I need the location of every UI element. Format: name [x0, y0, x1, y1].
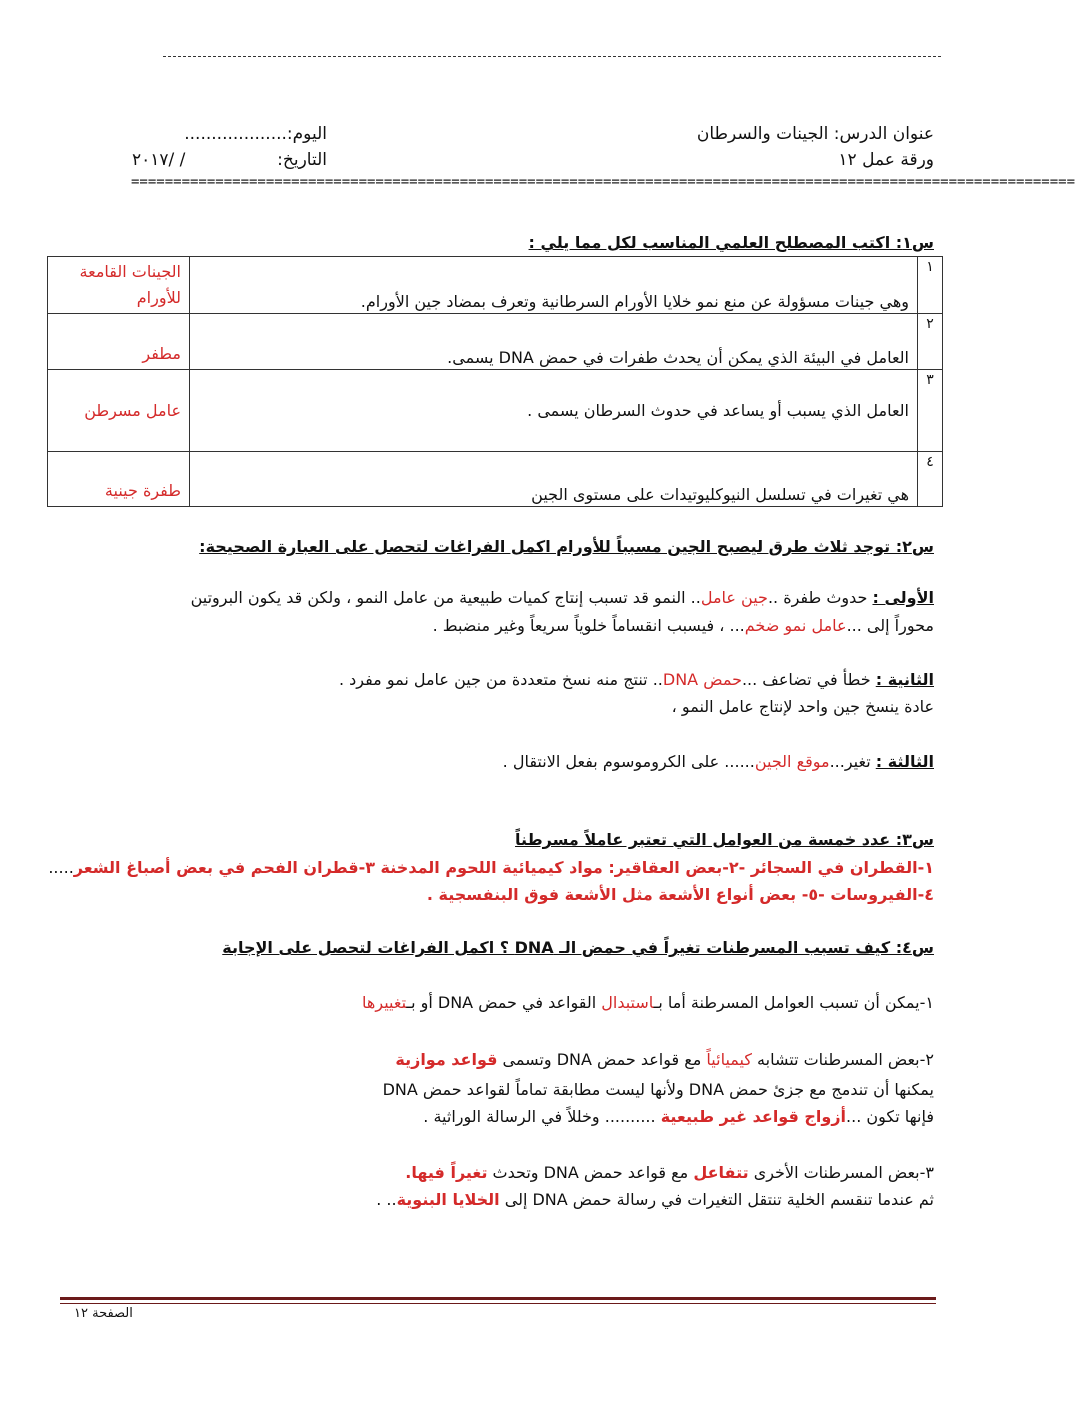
answer-text: جين عامل [700, 588, 768, 607]
answer-text: عامل نمو ضخم [744, 616, 847, 635]
row-definition: هي تغيرات في تسلسل النيوكليوتيدات على مستوى الجين [190, 452, 918, 507]
text: فإنها تكون ... [846, 1107, 934, 1126]
answer-text: ١-القطران في السجائر -٢-بعض العقاقير: مواد كيميائية اللحوم المدخنة ٣-قطران الفحم في بعض أصباغ الشعر [73, 858, 934, 877]
text: ثم عندما تنقسم الخلية تنتقل التغيرات في رسالة حمض DNA إلى [499, 1190, 934, 1209]
row-answer: طفرة جينية [48, 452, 190, 507]
day-field: اليوم:................... [184, 124, 327, 144]
q3-answer-line2 [427, 885, 934, 904]
q2-title: س٢: توجد ثلاث طرق ليصبح الجين مسبباً للأورام اكمل الفراغات لتحصل على العبارة الصحيحة: [199, 537, 934, 556]
row-definition: العامل في البيئة الذي يمكن أن يحدث طفرات في حمض DNA يسمى. [190, 314, 918, 370]
row-answer [48, 257, 190, 314]
table-row [48, 452, 943, 507]
text: .. النمو قد تسبب إنتاج كميات طبيعية من عامل النمو ، ولكن قد يكون البروتين [190, 588, 701, 607]
text: .. تنتج منه نسخ متعددة من جين عامل نمو مفرد . [338, 670, 663, 689]
answer-text: استبدال [601, 993, 654, 1012]
q4-para3-line2 [376, 1190, 934, 1209]
answer-text: تتفاعل [693, 1163, 749, 1182]
text: حدوث طفرة .. [767, 588, 873, 607]
third-label: الثالثة : [875, 752, 934, 771]
row-definition: وهي جينات مسؤولة عن منع نمو خلايا الأورام السرطانية وتعرف بمضاد جين الأورام. [190, 257, 918, 314]
q4-para1 [362, 993, 934, 1012]
row-definition: العامل الذي يسبب أو يساعد في حدوث السرطان يسمى . [190, 370, 918, 452]
answer-text: تغيراً فيها. [405, 1163, 488, 1182]
text: ١-يمكن أن تسبب العوامل المسرطنة أما بـ [653, 993, 934, 1012]
q3-answer-line1 [48, 858, 934, 877]
q4-para2-line1 [395, 1050, 934, 1069]
lesson-title: عنوان الدرس: الجينات والسرطان [696, 124, 934, 144]
answer-line: الجينات القامعة [79, 262, 181, 281]
q2-third-line [503, 752, 934, 771]
text: القواعد في حمض DNA أو بـ [406, 993, 602, 1012]
text: ٢-بعض المسرطنات تتشابه [751, 1050, 934, 1069]
q4-title: س٤: كيف تسبب المسرطنات تغيراً في حمض الـ DNA ؟ اكمل الفراغات لتحصل على الإجابة [222, 938, 934, 957]
text: ..... [48, 858, 74, 877]
text: .. . [376, 1190, 397, 1209]
text: خطأ في تضاعف ... [741, 670, 876, 689]
row-answer: عامل مسرطن [48, 370, 190, 452]
q2-first-line1 [191, 588, 934, 607]
page-number: الصفحة ١٢ [74, 1306, 133, 1321]
q3-title: س٣: عدد خمسة من العوامل التي تعتبر عاملاً مسرطناً [515, 830, 934, 849]
answer-line: للأورام [136, 288, 181, 307]
row-number: ٣ [918, 370, 943, 452]
row-answer: مطفر [48, 314, 190, 370]
table-row [48, 257, 943, 314]
header-separator: ================================================================================================================ [131, 174, 1075, 190]
answer-text: كيميائياً [706, 1050, 752, 1069]
table-row [48, 314, 943, 370]
answer-text: أزواج قواعد غير طبيعية [660, 1107, 847, 1126]
q2-first-line2 [433, 616, 934, 635]
date-value: ٢٠١٧/ / [132, 150, 186, 170]
answer-text: تغييرها [362, 993, 407, 1012]
terms-table [47, 256, 943, 507]
q4-para2-line2: يمكنها أن تندمج مع جزئ حمض DNA ولأنها ليست مطابقة تماماً لقواعد حمض DNA [382, 1080, 934, 1099]
footer-rule [60, 1297, 936, 1300]
text: ٣-بعض المسرطنات الأخرى [748, 1163, 934, 1182]
answer-text: الخلايا البنوية [396, 1190, 500, 1209]
text: مع قواعد حمض DNA وتسمى [497, 1050, 707, 1069]
first-label: الأولى : [872, 588, 934, 607]
q2-second-line1 [339, 670, 934, 689]
text: محوراً إلى ... [846, 616, 934, 635]
top-dashed-rule [163, 56, 941, 57]
table-row [48, 370, 943, 452]
answer-text: موقع الجين [754, 752, 830, 771]
answer-text: قواعد موازية [395, 1050, 498, 1069]
worksheet-number: ورقة عمل ١٢ [838, 150, 934, 170]
date-label: التاريخ: [277, 150, 327, 170]
second-label: الثانية : [875, 670, 934, 689]
text: ... ، فيسبب انقساماً خلوياً سريعاً وغير منضبط . [432, 616, 745, 635]
answer-text: حمض DNA [662, 670, 742, 689]
row-number: ٢ [918, 314, 943, 370]
q4-para2-line3 [423, 1107, 934, 1126]
row-number: ١ [918, 257, 943, 314]
answer-text: ٤-الفيروسات -٥- بعض أنواع الأشعة مثل الأشعة فوق البنفسجية . [426, 885, 934, 904]
q1-title: س١: اكتب المصطلح العلمي المناسب لكل مما يلي : [528, 233, 934, 252]
footer-rule-thin [60, 1303, 936, 1304]
text: .......... وخللاً في الرسالة الوراثية . [423, 1107, 661, 1126]
text: مع قواعد حمض DNA وتحدث [487, 1163, 694, 1182]
row-number: ٤ [918, 452, 943, 507]
text: تغير... [829, 752, 876, 771]
q4-para3-line1 [405, 1163, 934, 1182]
q2-second-line2: عادة ينسخ جين واحد لإنتاج عامل النمو ، [671, 697, 934, 716]
text: ...... على الكروموسوم بفعل الانتقال . [502, 752, 755, 771]
